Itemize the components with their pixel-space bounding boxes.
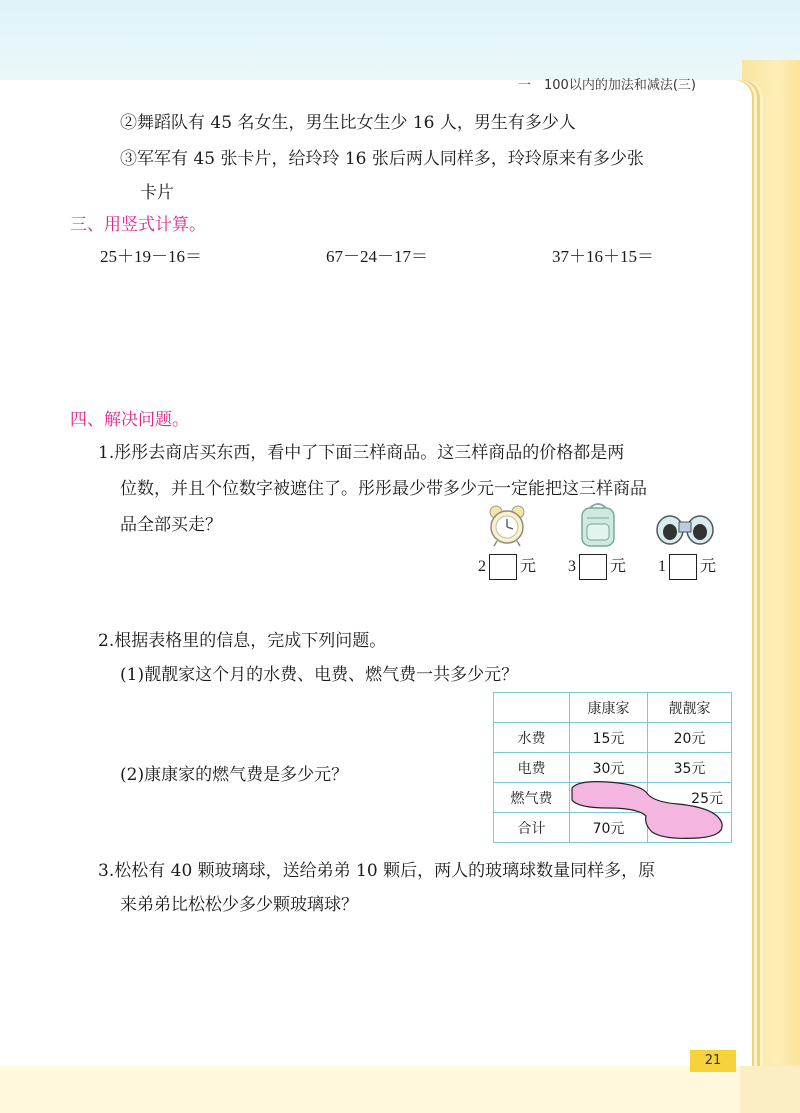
question-2-text: ②舞蹈队有 45 名女生，男生比女生少 16 人，男生有多少人 bbox=[120, 113, 576, 133]
section-4-title: 四、解决问题。 bbox=[70, 410, 189, 430]
table-header-kangkang: 康康家 bbox=[570, 693, 648, 723]
problem-3-line1: 3.松松有 40 颗玻璃球，送给弟弟 10 颗后，两人的玻璃球数量同样多，原 bbox=[98, 861, 656, 881]
problem-3-line2: 来弟弟比松松少多少颗玻璃球？ bbox=[120, 895, 358, 915]
backpack-price-hidden-digit bbox=[579, 554, 607, 580]
cell-kangkang-electric: 30元 bbox=[570, 753, 648, 783]
problem-1-line1: 1.彤彤去商店买东西，看中了下面三样商品。这三样商品的价格都是两 bbox=[98, 443, 625, 463]
table-header-row bbox=[494, 693, 732, 723]
row-label-water: 水费 bbox=[494, 723, 570, 753]
cell-liangliang-electric: 35元 bbox=[648, 753, 732, 783]
cell-kangkang-water: 15元 bbox=[570, 723, 648, 753]
clock-price bbox=[478, 553, 536, 580]
vertical-calc-expr-3: 37＋16＋15＝ bbox=[552, 247, 654, 266]
clock-price-hidden-digit bbox=[489, 554, 517, 580]
problem-2-sub2: (2)康康家的燃气费是多少元？ bbox=[120, 765, 349, 785]
problem-1-line3: 品全部买走？ bbox=[120, 515, 222, 535]
table-row bbox=[494, 723, 732, 753]
section-3-title: 三、用竖式计算。 bbox=[70, 215, 206, 235]
vertical-calc-expr-2: 67－24－17＝ bbox=[326, 247, 428, 266]
backpack-price-unit: 元 bbox=[610, 556, 627, 575]
question-3-text-line2: 卡片 bbox=[140, 183, 174, 203]
binoculars-price-tens: 1 bbox=[658, 558, 666, 575]
problem-2-sub1: (1)靓靓家这个月的水费、电费、燃气费一共多少元？ bbox=[120, 665, 519, 685]
ink-blot-icon bbox=[568, 778, 728, 842]
row-label-gas: 燃气费 bbox=[494, 783, 570, 813]
problem-1-line2: 位数，并且个位数字被遮住了。彤彤最少带多少元一定能把这三样商品 bbox=[120, 479, 647, 499]
cell-liangliang-gas: 25元 bbox=[648, 783, 732, 813]
binoculars-price bbox=[658, 553, 716, 580]
alarm-clock-icon bbox=[485, 503, 529, 547]
chapter-header: 一 100以内的加法和减法(三) bbox=[518, 78, 696, 93]
backpack-price-tens: 3 bbox=[568, 558, 576, 575]
clock-price-unit: 元 bbox=[520, 556, 537, 575]
binoculars-price-hidden-digit bbox=[669, 554, 697, 580]
binoculars-price-unit: 元 bbox=[700, 556, 717, 575]
question-3-text-line1: ③军军有 45 张卡片，给玲玲 16 张后两人同样多，玲玲原来有多少张 bbox=[120, 149, 644, 169]
cell-kangkang-total: 70元 bbox=[570, 813, 648, 843]
row-label-electric: 电费 bbox=[494, 753, 570, 783]
cell-liangliang-water: 20元 bbox=[648, 723, 732, 753]
clock-price-tens: 2 bbox=[478, 558, 486, 575]
table-header-blank bbox=[494, 693, 570, 723]
row-label-total: 合计 bbox=[494, 813, 570, 843]
table-header-liangliang: 靓靓家 bbox=[648, 693, 732, 723]
binoculars-icon bbox=[655, 508, 715, 548]
bottom-strip-paper bbox=[0, 1066, 740, 1113]
backpack-price bbox=[568, 553, 626, 580]
problem-2-title: 2.根据表格里的信息，完成下列问题。 bbox=[98, 631, 387, 651]
backpack-icon bbox=[576, 500, 620, 550]
vertical-calc-expr-1: 25＋19－16＝ bbox=[100, 247, 202, 266]
page-number: 21 bbox=[690, 1050, 736, 1072]
